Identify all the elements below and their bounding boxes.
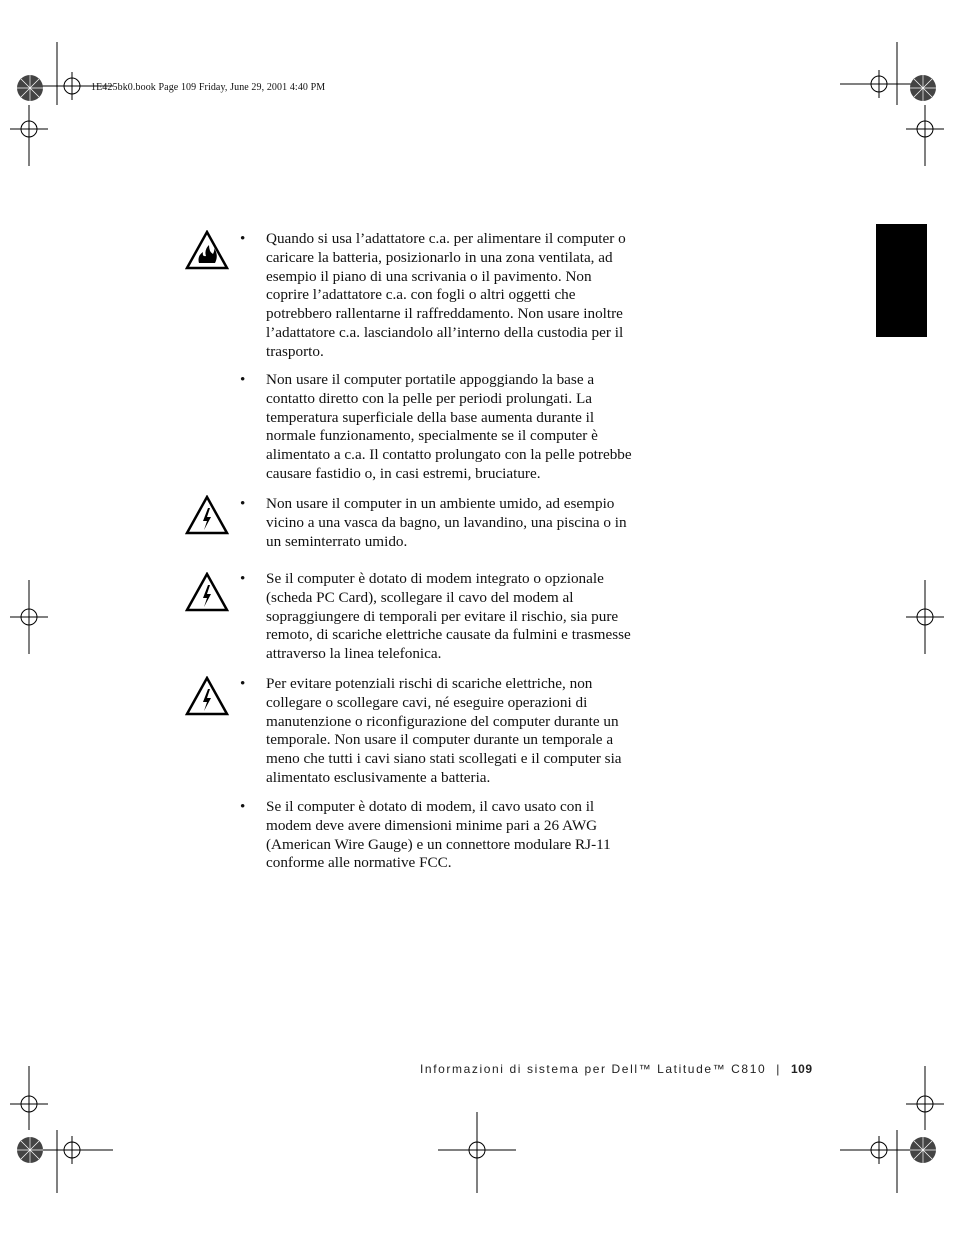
list-item	[240, 675, 635, 788]
bullet: •	[240, 230, 246, 247]
list-item	[240, 798, 635, 873]
bullet-text: Se il computer è dotato di modem, il cavo usato con il modem deve avere dimensioni minime pari a 26 AWG (American Wire Gauge) e un connettore modulare RJ-11 conforme alle normative FCC.	[266, 798, 611, 872]
page-footer	[420, 1062, 813, 1076]
footer-separator: |	[776, 1062, 781, 1076]
bullet: •	[240, 570, 246, 587]
electrical-warning-icon	[185, 572, 229, 612]
bullet: •	[240, 798, 246, 815]
list-item	[240, 570, 635, 664]
electrical-warning-icon	[185, 676, 229, 716]
list-item	[240, 371, 635, 484]
footer-title: Informazioni di sistema per Dell™ Latitude™ C810	[420, 1062, 767, 1076]
electrical-warning-icon	[185, 495, 229, 535]
bullet-text: Se il computer è dotato di modem integrato o opzionale (scheda PC Card), scollegare il cavo del modem al sopraggiungere di temporali per evitare il rischio, sia pure remoto, di scariche elettriche causate da fulmini e trasmesse attraverso la linea telefonica.	[266, 570, 631, 663]
list-item	[240, 495, 635, 551]
bullet-text: Quando si usa l’adattatore c.a. per alimentare il computer o caricare la batteria, posizionarlo in una zona ventilata, ad esempio il piano di una scrivania o il pavimento. Non coprire l’adattatore c.a. con fogli o altri oggetti che potrebbero rallentarne il raffreddamento. Non usare inoltre l’adattatore c.a. lasciandolo all’interno della custodia per il trasporto.	[266, 230, 626, 360]
bullet: •	[240, 495, 246, 512]
bullet: •	[240, 371, 246, 388]
print-header: 1E425bk0.book Page 109 Friday, June 29, 2001 4:40 PM	[91, 82, 326, 93]
bullet-text: Per evitare potenziali rischi di scariche elettriche, non collegare o scollegare cavi, né eseguire operazioni di manutenzione o riconfigurazione del computer durante un temporale. Non usare il computer durante un temporale a meno che tutti i cavi siano stati scollegati e il computer sia alimentato esclusivamente a batteria.	[266, 675, 622, 786]
bullet: •	[240, 675, 246, 692]
section-tab	[876, 224, 927, 337]
bullet-text: Non usare il computer portatile appoggiando la base a contatto diretto con la pelle per periodi prolungati. La temperatura superficiale della base aumenta durante il normale funzionamento, specialmente se il computer è alimentato a c.a. Il contatto prolungato con la pelle potrebbe causare fastidio o, in casi estremi, bruciature.	[266, 371, 632, 482]
page-number: 109	[790, 1062, 813, 1076]
bullet-text: Non usare il computer in un ambiente umido, ad esempio vicino a una vasca da bagno, un lavandino, una piscina o in un seminterrato umido.	[266, 495, 627, 550]
list-item	[240, 230, 635, 362]
fire-warning-icon	[185, 230, 229, 270]
